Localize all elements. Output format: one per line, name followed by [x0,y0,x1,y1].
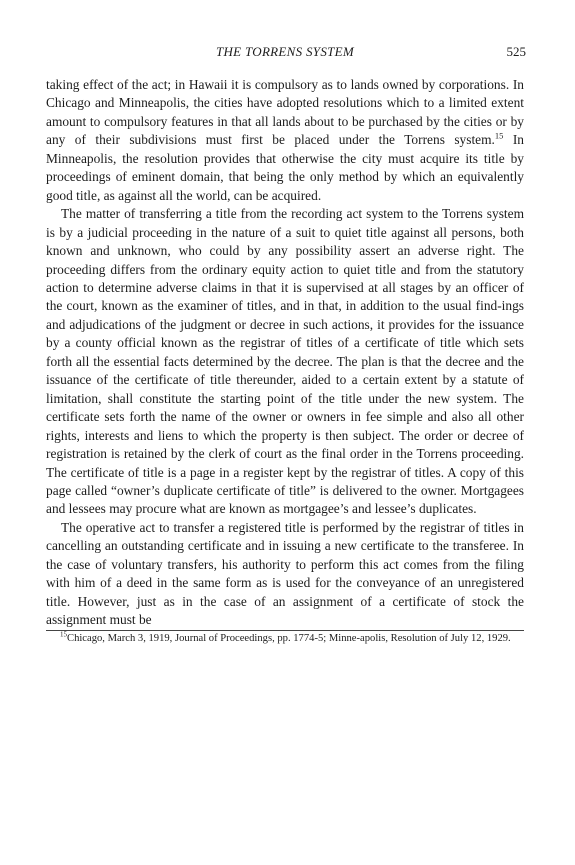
footnote-divider [46,630,524,631]
running-head [46,44,524,66]
running-title: THE TORRENS SYSTEM [215,44,355,59]
book-page [46,44,524,645]
paragraph-2: The matter of transferring a title from the recording act system to the Torrens system is by a judicial proceeding in the nature of a suit to quiet title against all persons, both known and unknown, who could by any possibility assert an adverse right. The proceeding differs from the ordinary equity action to quiet title and from the statutory action to determine adverse claims in that it is supervised at all stages by an officer of the court, known as the examiner of titles, and in that, in addition to the usual find-ings and adjudications of the judgment or decree in such actions, it provides for the issuance by a county official known as the registrar of titles of a certificate of title which sets forth all the essential facts determined by the decree. The plan is that the decree and the issuance of the certificate of title thereunder, aided to a certain extent by a statute of limitation, shall constitute the starting point of the title under the new system. The certificate sets forth the name of the owner or owners in fee simple and also all other rights, interests and liens to which the property is then subject. The order or decree of registration is retained by the clerk of court as the final order in the Torrens proceeding. The certificate of title is a page in a register kept by the registrar of titles. A copy of this page called “owner’s duplicate certificate of title” is delivered to the owner. Mortgagees and lessees may procure what are known as mortgagee’s and lessee’s duplicates. [46,206,524,517]
paragraph-1 [46,76,524,205]
footnote-number: 15 [60,630,67,639]
page-number: 525 [506,44,526,59]
paragraph-1-text: taking effect of the act; in Hawaii it is compulsory as to lands owned by corporations. In Chicago and Minneapolis, the cities have adopted resolutions which to a limited extent amount to compulsory features in that all lands about to be purchased by the cities or by any of their subdivisions must first be placed under the Torrens system. [46,77,524,148]
paragraph-3: The operative act to transfer a registered title is performed by the registrar of titles in cancelling an outstanding certificate and in issuing a new certificate to the transferee. In the case of voluntary transfers, his authority to perform this act comes from the filing with him of a deed in the same form as is used for the conveyance of an unregistered title. However, just as in the case of an assignment of a certificate of stock the assignment must be [46,519,524,628]
footnote [46,632,524,645]
paragraph-1-continuation: In Minneapolis, the resolution provides that otherwise the city must acquire its title by proceedings of eminent domain, that being the only method by which an equivalently good title, as against all the world, can be acquired. [46,132,524,203]
body-text [46,76,524,630]
footnote-text: Chicago, March 3, 1919, Journal of Proceedings, pp. 1774-5; Minne-apolis, Resolution of July 12, 1929. [67,632,511,644]
footnote-reference: 15 [494,130,504,141]
